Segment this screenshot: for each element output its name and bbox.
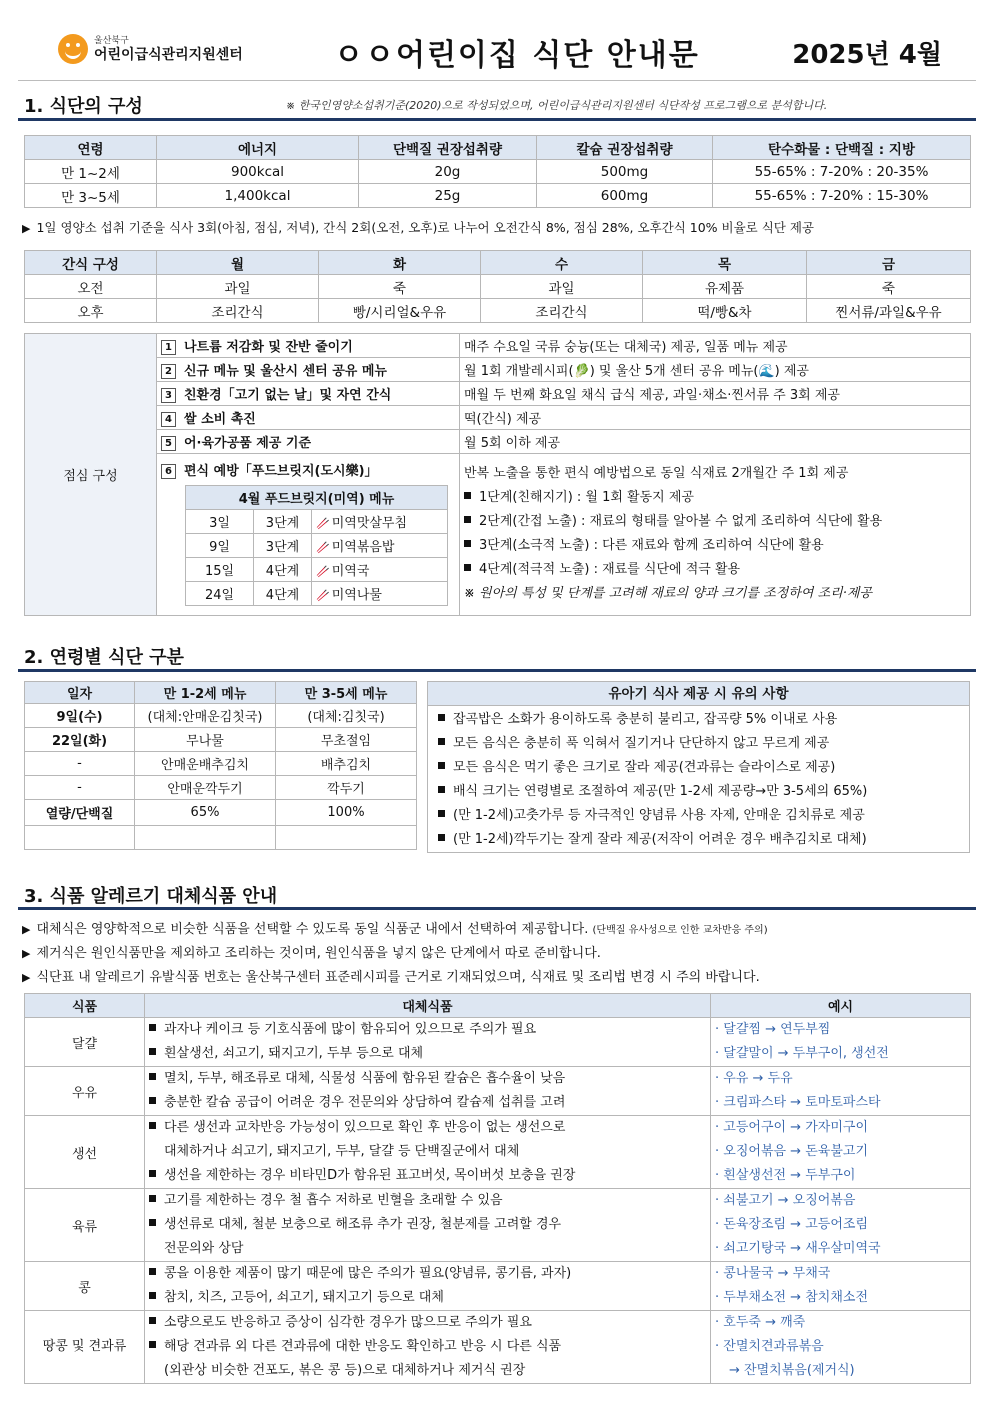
bridge-step: [464, 534, 966, 558]
lunch-item-desc: 월 5회 이하 제공: [460, 430, 971, 454]
section1-heading: 1. 식단의 구성: [24, 96, 143, 117]
table-row: [25, 454, 971, 616]
lunch-item-title: [157, 430, 460, 454]
table-row: [186, 510, 448, 534]
allergy-example: [711, 1189, 971, 1262]
table-row: [25, 334, 971, 358]
lunch-item-desc: 매주 수요일 국류 숭늉(또는 대체국) 제공, 일품 메뉴 제공: [460, 334, 971, 358]
table-cell: [312, 582, 448, 606]
table-row: [25, 358, 971, 382]
table-cell: 죽: [807, 275, 971, 299]
allergy-table: [24, 993, 971, 1384]
allergy-note: [22, 966, 760, 985]
substitute-line: 전문의와 상담: [164, 1241, 244, 1256]
table-cell: 조리간식: [157, 299, 319, 323]
table-cell: 3단계: [254, 534, 312, 558]
substitute-line: 충분한 칼슘 공급이 어려운 경우 전문의와 상담하여 칼슘제 섭취를 고려: [164, 1095, 566, 1110]
square-bullet-icon: [149, 1219, 156, 1226]
ratio-note-text: 1일 영양소 섭취 기준을 식사 3회(아침, 점심, 저녁), 간식 2회(오전, 오후)로 나누어 오전간식 8%, 점심 28%, 오후간식 10% 비율로 식단 제공: [36, 220, 814, 235]
table-cell: 65%: [135, 800, 276, 826]
care-header: 유아기 식사 제공 시 유의 사항: [428, 682, 969, 706]
smile-logo-icon: [58, 34, 88, 64]
example-line: · 우유 → 두유: [715, 1071, 793, 1086]
section2-heading: 2. 연령별 식단 구분: [24, 647, 184, 668]
bridge-step: [464, 486, 966, 510]
table-cell: 15일: [186, 558, 254, 582]
example-line: · 오징어볶음 → 돈육불고기: [715, 1144, 869, 1159]
table-row: [25, 776, 417, 800]
table-cell: 55-65% : 7-20% : 20-35%: [713, 160, 971, 184]
snack-header: 금: [807, 251, 971, 275]
table-row: [25, 160, 971, 184]
table-cell: [135, 826, 276, 850]
lunch-item-title-text: 어·육가공품 제공 기준: [184, 436, 312, 451]
substitute-line: 멸치, 두부, 해조류로 대체, 식물성 식품에 함유된 칼슘은 흡수율이 낮음: [164, 1071, 566, 1086]
table-cell: 9일: [186, 534, 254, 558]
table-row: [25, 728, 417, 752]
snack-header: 화: [319, 251, 481, 275]
bridge-header: 4월 푸드브릿지(미역) 메뉴: [186, 486, 448, 510]
lunch-item-title-text: 신규 메뉴 및 울산시 센터 공유 메뉴: [184, 364, 387, 379]
snack-table: [24, 250, 971, 323]
example-line: · 크림파스타 → 토마토파스타: [715, 1095, 881, 1110]
care-box: [427, 681, 970, 853]
bridge-menu-name: 미역볶음밥: [331, 540, 395, 555]
square-bullet-icon: [438, 738, 445, 745]
allergy-note-text: 식단표 내 알레르기 유발식품 번호는 울산북구센터 표준레시피를 근거로 기재되었으며, 식재료 및 조리법 변경 시 주의 바랍니다.: [36, 970, 760, 985]
square-bullet-icon: [438, 762, 445, 769]
square-bullet-icon: [464, 492, 471, 499]
table-cell: (대체:안매운김칫국): [135, 704, 276, 728]
example-line: · 달걀말이 → 두부구이, 생선전: [715, 1046, 889, 1061]
number-box: 5: [161, 436, 176, 451]
lunch-item-desc: 월 1회 개발레시피(🥬) 및 울산 5개 센터 공유 메뉴(🌊) 제공: [460, 358, 971, 382]
table-row: [25, 1067, 971, 1116]
table-row: [25, 1262, 971, 1311]
table-cell: 20g: [359, 160, 537, 184]
table-cell: 조리간식: [481, 299, 643, 323]
substitute-line: 생선류로 대체, 철분 보충으로 해조류 추가 권장, 철분제를 고려할 경우: [164, 1217, 562, 1232]
table-cell: 4단계: [254, 582, 312, 606]
table-row: [25, 1311, 971, 1384]
care-item: [438, 756, 969, 780]
care-item: [438, 732, 969, 756]
triangle-bullet-icon: ▶: [22, 222, 31, 235]
age-menu-header: 만 1-2세 메뉴: [135, 682, 276, 704]
table-cell: [25, 826, 135, 850]
lunch-item-title: [157, 406, 460, 430]
allergy-substitute: [145, 1018, 711, 1067]
substitute-line: (외관상 비슷한 건포도, 볶은 콩 등)으로 대체하거나 제거식 권장: [164, 1363, 526, 1378]
substitute-line: 과자나 케이크 등 기호식품에 많이 함유되어 있으므로 주의가 필요: [164, 1022, 537, 1037]
table-row: [25, 826, 417, 850]
number-box: 6: [161, 464, 176, 479]
table-cell: [312, 510, 448, 534]
lunch-item-desc: 떡(간식) 제공: [460, 406, 971, 430]
table-cell: 오후: [25, 299, 157, 323]
bridge-menu-table: [185, 485, 448, 606]
lunch-item-title: [157, 382, 460, 406]
allergy-food: 생선: [25, 1116, 145, 1189]
lunch-table: [24, 333, 971, 616]
care-item-text: (만 1-2세)고춧가루 등 자극적인 양념류 사용 자제, 안매운 김치류로 제공: [453, 808, 865, 823]
table-cell: 22일(화): [25, 728, 135, 752]
table-cell: 1,400kcal: [157, 184, 359, 208]
bridge-step-text: 3단계(소극적 노출) : 다른 재료와 함께 조리하여 식단에 활용: [479, 538, 824, 553]
table-row: [186, 582, 448, 606]
allergy-substitute: [145, 1189, 711, 1262]
care-item-text: 잡곡밥은 소화가 용이하도록 충분히 불리고, 잡곡량 5% 이내로 사용: [453, 712, 838, 727]
ratio-note: [22, 218, 814, 236]
lunch-item-title-text: 나트륨 저감화 및 잔반 줄이기: [184, 340, 353, 355]
table-cell: 500mg: [537, 160, 713, 184]
substitute-line: 콩을 이용한 제품이 많기 때문에 많은 주의가 필요(양념류, 콩기름, 과자): [164, 1266, 572, 1281]
table-cell: 600mg: [537, 184, 713, 208]
spoon-chopsticks-icon: 🥢: [316, 589, 330, 602]
care-item: [438, 828, 969, 852]
table-cell: 과일: [481, 275, 643, 299]
substitute-line: 흰살생선, 쇠고기, 돼지고기, 두부 등으로 대체: [164, 1046, 424, 1061]
example-line: · 달걀찜 → 연두부찜: [715, 1022, 831, 1037]
allergy-note-small: (단백질 유사성으로 인한 교차반응 주의): [592, 925, 768, 936]
allergy-example: [711, 1018, 971, 1067]
bridge-step-text: 1단계(친해지기) : 월 1회 활동지 제공: [479, 490, 694, 505]
nutrition-header: 탄수화물 : 단백질 : 지방: [713, 136, 971, 160]
table-row: [25, 299, 971, 323]
example-line: · 흰살생선전 → 두부구이: [715, 1168, 856, 1183]
table-cell: 55-65% : 7-20% : 15-30%: [713, 184, 971, 208]
square-bullet-icon: [438, 786, 445, 793]
example-line: · 쇠불고기 → 오징어볶음: [715, 1193, 856, 1208]
substitute-line: 참치, 치즈, 고등어, 쇠고기, 돼지고기 등으로 대체: [164, 1290, 444, 1305]
nutrition-header: 연령: [25, 136, 157, 160]
logo-org-name: 어린이급식관리지원센터: [94, 46, 243, 63]
substitute-line: 해당 견과류 외 다른 견과류에 대한 반응도 확인하고 반응 시 다른 식품: [164, 1339, 562, 1354]
section2-bar: [18, 669, 976, 672]
section3-bar: [18, 907, 976, 910]
table-row: [25, 406, 971, 430]
table-cell: 안매운깍두기: [135, 776, 276, 800]
number-box: 3: [161, 388, 176, 403]
number-box: 2: [161, 364, 176, 379]
allergy-substitute: [145, 1311, 711, 1384]
table-row: [25, 752, 417, 776]
allergy-example: [711, 1116, 971, 1189]
square-bullet-icon: [464, 516, 471, 523]
square-bullet-icon: [149, 1073, 156, 1080]
section1-note: ※ 한국인영양소섭취기준(2020)으로 작성되었으며, 어린이급식관리지원센터 식단작성 프로그램으로 분석합니다.: [286, 99, 828, 112]
lunch-item-title-text: 쌀 소비 촉진: [184, 412, 256, 427]
table-cell: 떡/빵&차: [643, 299, 807, 323]
table-row: [186, 534, 448, 558]
table-cell: 100%: [276, 800, 417, 826]
allergy-food: 육류: [25, 1189, 145, 1262]
lunch-item-desc: 매월 두 번째 화요일 채식 급식 제공, 과일·채소·찐서류 주 3회 제공: [460, 382, 971, 406]
square-bullet-icon: [149, 1341, 156, 1348]
nutrition-header: 단백질 권장섭취량: [359, 136, 537, 160]
snack-header: 목: [643, 251, 807, 275]
snack-header: 월: [157, 251, 319, 275]
allergy-food: 우유: [25, 1067, 145, 1116]
bridge-cell: [157, 454, 460, 616]
care-item: [438, 804, 969, 828]
example-line: · 콩나물국 → 무채국: [715, 1266, 831, 1281]
table-row: [25, 800, 417, 826]
table-cell: 과일: [157, 275, 319, 299]
number-box: 1: [161, 340, 176, 355]
snack-header: 간식 구성: [25, 251, 157, 275]
example-line: · 고등어구이 → 가자미구이: [715, 1120, 869, 1135]
table-row: [25, 1189, 971, 1262]
document-header: [24, 26, 976, 80]
lunch-item-desc: 반복 노출을 통한 편식 예방법으로 동일 식재료 2개월간 주 1회 제공: [464, 466, 849, 481]
square-bullet-icon: [464, 564, 471, 571]
allergy-note-text: 대체식은 영양학적으로 비슷한 식품을 선택할 수 있도록 동일 식품군 내에서 선택하여 제공합니다.: [36, 922, 589, 937]
table-cell: 죽: [319, 275, 481, 299]
square-bullet-icon: [149, 1268, 156, 1275]
square-bullet-icon: [149, 1195, 156, 1202]
bridge-step-note: ※ 원아의 특성 및 단계를 고려해 재료의 양과 크기를 조정하여 조리·제공: [464, 586, 872, 601]
table-cell: 무초절임: [276, 728, 417, 752]
square-bullet-icon: [149, 1097, 156, 1104]
allergy-header: 예시: [711, 994, 971, 1018]
bridge-step-text: 4단계(적극적 노출) : 재료를 식단에 적극 활용: [479, 562, 741, 577]
section3-heading: 3. 식품 알레르기 대체식품 안내: [24, 886, 278, 907]
substitute-line: 생선을 제한하는 경우 비타민D가 함유된 표고버섯, 목이버섯 보충을 권장: [164, 1168, 576, 1183]
nutrition-header: 에너지: [157, 136, 359, 160]
lunch-label: 점심 구성: [25, 334, 157, 616]
allergy-substitute: [145, 1067, 711, 1116]
header-divider: [18, 80, 976, 81]
allergy-food: 달걀: [25, 1018, 145, 1067]
table-cell: 오전: [25, 275, 157, 299]
example-line: · 호두죽 → 깨죽: [715, 1315, 806, 1330]
table-cell: -: [25, 752, 135, 776]
table-cell: 9일(수): [25, 704, 135, 728]
square-bullet-icon: [149, 1170, 156, 1177]
example-line: · 두부채소전 → 참치채소전: [715, 1290, 869, 1305]
square-bullet-icon: [149, 1122, 156, 1129]
bridge-menu-name: 미역나물: [331, 588, 382, 603]
center-logo: [58, 34, 243, 64]
spoon-chopsticks-icon: 🥢: [316, 541, 330, 554]
table-row: [25, 1116, 971, 1189]
allergy-header: 대체식품: [145, 994, 711, 1018]
example-line: · 돈육장조림 → 고등어조림: [715, 1217, 869, 1232]
age-menu-header: 만 3-5세 메뉴: [276, 682, 417, 704]
substitute-line: 고기를 제한하는 경우 철 흡수 저하로 빈혈을 초래할 수 있음: [164, 1193, 503, 1208]
page-month: 2025년 4월: [792, 40, 942, 70]
triangle-bullet-icon: ▶: [22, 971, 31, 984]
care-item-text: 배식 크기는 연령별로 조절하여 제공(만 1-2세 제공량→만 3-5세의 65%): [453, 784, 868, 799]
page-title: ㅇㅇ어린이집 식단 안내문: [334, 38, 700, 73]
bridge-menu-name: 미역국: [331, 564, 370, 579]
number-box: 4: [161, 412, 176, 427]
allergy-header: 식품: [25, 994, 145, 1018]
table-cell: 유제품: [643, 275, 807, 299]
bridge-step: [464, 510, 966, 534]
triangle-bullet-icon: ▶: [22, 947, 31, 960]
lunch-item-title-text: 편식 예방「푸드브릿지(도시樂)」: [184, 464, 378, 479]
table-cell: 만 3~5세: [25, 184, 157, 208]
bridge-step-text: 2단계(간접 노출) : 재료의 형태를 알아볼 수 없게 조리하여 식단에 활용: [479, 514, 883, 529]
square-bullet-icon: [149, 1292, 156, 1299]
square-bullet-icon: [438, 810, 445, 817]
table-cell: 찐서류/과일&우유: [807, 299, 971, 323]
allergy-example: [711, 1262, 971, 1311]
nutrition-table: [24, 135, 971, 208]
table-row: [25, 382, 971, 406]
table-cell: 24일: [186, 582, 254, 606]
table-cell: 만 1~2세: [25, 160, 157, 184]
table-cell: 안매운배추김치: [135, 752, 276, 776]
table-row: [25, 430, 971, 454]
care-item-text: 모든 음식은 충분히 푹 익혀서 질기거나 단단하지 않고 무르게 제공: [453, 736, 830, 751]
square-bullet-icon: [149, 1048, 156, 1055]
table-cell: 열량/단백질: [25, 800, 135, 826]
allergy-food: 땅콩 및 견과류: [25, 1311, 145, 1384]
allergy-note-text: 제거식은 원인식품만을 제외하고 조리하는 것이며, 원인식품을 넣지 않은 단계에서 따로 준비합니다.: [36, 946, 601, 961]
example-line: · 쇠고기탕국 → 새우살미역국: [715, 1241, 881, 1256]
allergy-food: 콩: [25, 1262, 145, 1311]
table-cell: 3단계: [254, 510, 312, 534]
triangle-bullet-icon: ▶: [22, 923, 31, 936]
square-bullet-icon: [464, 540, 471, 547]
table-row: [25, 275, 971, 299]
square-bullet-icon: [149, 1317, 156, 1324]
age-menu-table: [24, 681, 417, 850]
care-item: [438, 708, 969, 732]
table-cell: 깍두기: [276, 776, 417, 800]
bridge-step: [464, 558, 966, 582]
table-cell: 빵/시리얼&우유: [319, 299, 481, 323]
nutrition-header: 칼슘 권장섭취량: [537, 136, 713, 160]
care-item-text: (만 1-2세)깍두기는 잘게 잘라 제공(저작이 어려운 경우 배추김치로 대체): [453, 832, 867, 847]
care-item: [438, 780, 969, 804]
square-bullet-icon: [438, 714, 445, 721]
table-cell: [276, 826, 417, 850]
table-cell: 25g: [359, 184, 537, 208]
substitute-line: 대체하거나 쇠고기, 돼지고기, 두부, 달걀 등 단백질군에서 대체: [164, 1144, 520, 1159]
table-row: [186, 558, 448, 582]
allergy-substitute: [145, 1116, 711, 1189]
allergy-note: [22, 918, 768, 937]
table-cell: 배추김치: [276, 752, 417, 776]
spoon-chopsticks-icon: 🥢: [316, 517, 330, 530]
table-cell: [312, 534, 448, 558]
spoon-chopsticks-icon: 🥢: [316, 565, 330, 578]
allergy-example: [711, 1311, 971, 1384]
table-cell: 무나물: [135, 728, 276, 752]
bridge-menu-name: 미역맛살무침: [331, 516, 408, 531]
substitute-line: 다른 생선과 교차반응 가능성이 있으므로 확인 후 반응이 없는 생선으로: [164, 1120, 566, 1135]
snack-header: 수: [481, 251, 643, 275]
table-row: [25, 1018, 971, 1067]
substitute-line: 소량으로도 반응하고 증상이 심각한 경우가 많으므로 주의가 필요: [164, 1315, 532, 1330]
table-cell: -: [25, 776, 135, 800]
table-cell: (대체:김칫국): [276, 704, 417, 728]
square-bullet-icon: [149, 1024, 156, 1031]
allergy-substitute: [145, 1262, 711, 1311]
table-cell: [312, 558, 448, 582]
square-bullet-icon: [438, 834, 445, 841]
table-row: [25, 704, 417, 728]
age-menu-header: 일자: [25, 682, 135, 704]
table-cell: 3일: [186, 510, 254, 534]
logo-region: 울산북구: [94, 35, 129, 46]
allergy-example: [711, 1067, 971, 1116]
care-item-text: 모든 음식은 먹기 좋은 크기로 잘라 제공(견과류는 슬라이스로 제공): [453, 760, 836, 775]
table-cell: 4단계: [254, 558, 312, 582]
allergy-note: [22, 942, 601, 961]
section1-bar: [18, 118, 976, 121]
table-cell: 900kcal: [157, 160, 359, 184]
bridge-steps-cell: [460, 454, 971, 616]
example-line: → 잔멸치볶음(제거식): [729, 1363, 855, 1378]
lunch-item-title-text: 친환경「고기 없는 날」및 자연 간식: [184, 388, 392, 403]
table-row: [25, 184, 971, 208]
lunch-item-title: [157, 358, 460, 382]
example-line: · 잔멸치견과류볶음: [715, 1339, 824, 1354]
lunch-item-title: [157, 334, 460, 358]
